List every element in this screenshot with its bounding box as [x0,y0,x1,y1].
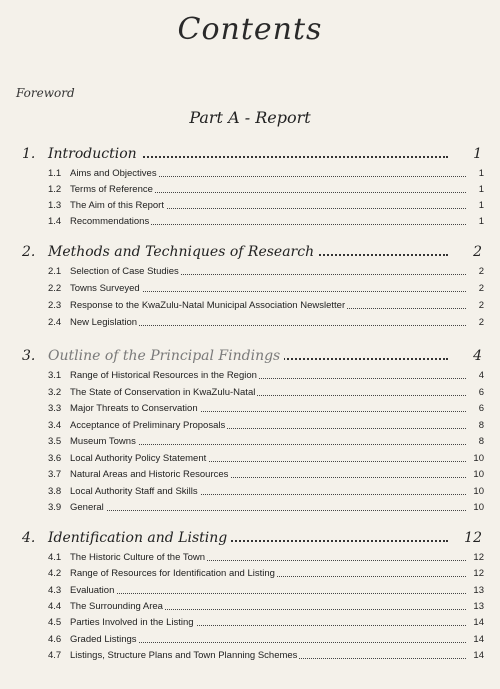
toc-entry [0,315,500,330]
entry-page-number: 4 [478,370,484,381]
entry-number: 2.4 [48,317,62,328]
toc-entry [0,368,500,383]
toc-entry [0,500,500,515]
toc-entry [0,484,500,499]
section-number: 1. [22,146,36,162]
entry-page-number: 12 [473,552,484,563]
toc-entry [0,166,500,181]
section-heading-row [0,240,500,262]
entry-number: 4.6 [48,633,62,645]
entry-page-number: 14 [473,617,484,629]
entry-title: Listings, Structure Plans and Town Planning Schemes [70,649,298,661]
entry-number: 4.5 [48,617,62,629]
dot-leader [70,510,466,511]
section-heading-row [0,526,500,548]
entry-number: 2.1 [48,266,62,277]
entry-number: 3.4 [48,419,62,431]
entry-page-number: 14 [473,649,484,661]
entry-page-number: 10 [473,469,484,480]
foreword-entry: Foreword [16,86,75,100]
toc-entry [0,615,500,630]
entry-page-number: 6 [478,403,484,414]
entry-page-number: 13 [473,600,484,612]
entry-title: Response to the KwaZulu-Natal Municipal Association Newsletter [70,300,346,311]
section-page-number: 1 [473,146,482,162]
entry-page-number: 8 [478,436,484,447]
toc-entry [0,599,500,614]
entry-page-number: 10 [473,485,484,497]
entry-page-number: 12 [473,568,484,580]
entry-title: Aims and Objectives [70,168,157,179]
section-page-number: 4 [473,348,482,364]
entry-page-number: 2 [478,283,484,294]
entry-title: The Aim of this Report [70,200,164,211]
entry-page-number: 10 [473,502,484,513]
entry-title: Local Authority Policy Statement [70,452,207,464]
section-heading-row [0,142,500,164]
toc-entry [0,198,500,213]
entry-number: 2.2 [48,283,62,294]
entry-number: 3.1 [48,370,62,381]
entry-title: The State of Conservation in KwaZulu-Natal [70,386,256,398]
section-number: 3. [22,348,36,364]
toc-entry [0,550,500,565]
entry-title: The Historic Culture of the Town [70,552,205,563]
toc-entry [0,298,500,313]
toc-entry [0,467,500,482]
section-number: 2. [22,244,36,260]
entry-number: 3.7 [48,469,62,480]
entry-title: Parties Involved in the Listing [70,617,194,629]
toc-entry [0,583,500,598]
entry-number: 1.1 [48,168,62,179]
entry-page-number: 1 [478,216,484,227]
entry-number: 3.8 [48,485,62,497]
entry-title: The Surrounding Area [70,600,163,612]
entry-title: Natural Areas and Historic Resources [70,469,229,480]
entry-title: New Legislation [70,317,138,328]
section-title: Identification and Listing [48,530,231,546]
toc-entry [0,418,500,433]
entry-number: 4.4 [48,600,62,612]
entry-page-number: 2 [478,317,484,328]
entry-number: 3.9 [48,502,62,513]
entry-number: 1.3 [48,200,62,211]
entry-page-number: 10 [473,452,484,464]
toc-entry [0,281,500,296]
entry-page-number: 13 [473,584,484,596]
entry-page-number: 6 [478,386,484,398]
entry-title: Towns Surveyed [70,283,140,294]
entry-page-number: 2 [478,266,484,277]
entry-page-number: 2 [478,300,484,311]
toc-entry [0,632,500,647]
entry-page-number: 8 [478,419,484,431]
entry-title: Range of Historical Resources in the Region [70,370,257,381]
entry-title: Selection of Case Studies [70,266,179,277]
toc-entry [0,214,500,229]
entry-number: 4.7 [48,649,62,661]
entry-title: Recommendations [70,216,150,227]
section-title: Outline of the Principal Findings [48,348,284,364]
section-page-number: 12 [464,530,482,546]
entry-title: Museum Towns [70,436,136,447]
toc-entry [0,264,500,279]
entry-title: Major Threats to Conservation [70,403,198,414]
entry-number: 1.4 [48,216,62,227]
entry-page-number: 1 [478,200,484,211]
entry-title: Terms of Reference [70,184,153,195]
entry-page-number: 1 [478,168,484,179]
section-title: Introduction [48,146,141,162]
toc-entry [0,648,500,663]
section-number: 4. [22,530,36,546]
entry-number: 2.3 [48,300,62,311]
entry-page-number: 1 [478,184,484,195]
toc-entry [0,182,500,197]
part-heading: Part A - Report [189,108,311,127]
entry-number: 3.5 [48,436,62,447]
entry-number: 4.1 [48,552,62,563]
entry-number: 3.6 [48,452,62,464]
toc-entry [0,451,500,466]
toc-entry [0,434,500,449]
section-heading-row [0,344,500,366]
section-title: Methods and Techniques of Research [48,244,318,260]
entry-number: 1.2 [48,184,62,195]
entry-number: 4.3 [48,584,62,596]
toc-entry [0,401,500,416]
entry-number: 3.3 [48,403,62,414]
dot-leader [70,593,466,594]
entry-number: 3.2 [48,386,62,398]
page-title: Contents [177,12,323,47]
entry-title: Range of Resources for Identification and Listing [70,568,275,580]
section-page-number: 2 [473,244,482,260]
entry-title: Graded Listings [70,633,137,645]
entry-number: 4.2 [48,568,62,580]
entry-title: Evaluation [70,584,115,596]
entry-title: General [70,502,104,513]
toc-entry [0,385,500,400]
entry-title: Acceptance of Preliminary Proposals [70,419,226,431]
entry-page-number: 14 [473,633,484,645]
entry-title: Local Authority Staff and Skills [70,485,198,497]
toc-entry [0,566,500,581]
